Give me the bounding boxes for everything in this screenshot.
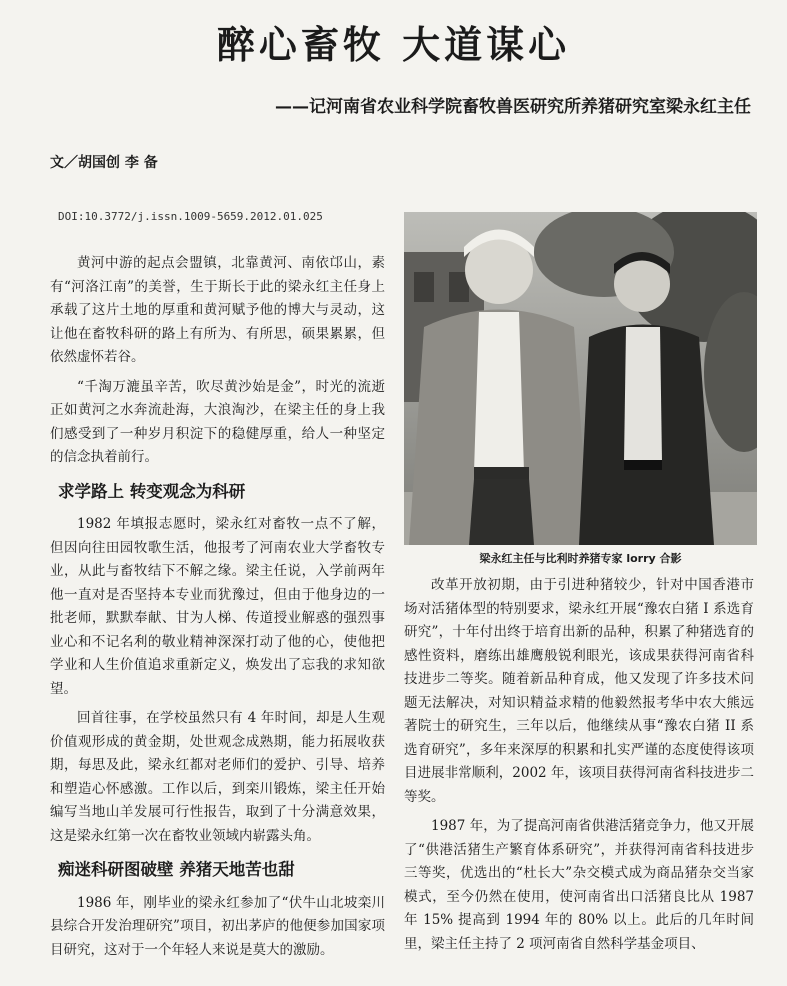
right-column	[404, 574, 754, 962]
paragraph: 改革开放初期，由于引进种猪较少，针对中国香港市场对活猪体型的特别要求，梁永红开展“豫农白猪 I 系选育研究”，十年付出终于培育出新的品种，积累了种猪选育的感性资料，磨练出雄鹰般锐利眼光，该成果获得河南省科技进步二等奖。随着新品种育成，他又发现了许多技术问题无法解决，对知识精益求精的他毅然报考华中农大熊远著院士的研究生，三年以后，他继续从事“豫农白猪 II 系选育研究”，多年来深厚的积累和扎实严谨的态度使得该项目进展非常顺利，2002 年，该项目获得河南省科技进步二等奖。	[404, 577, 754, 805]
photo-illustration	[404, 212, 757, 545]
section-heading: 求学路上 转变观念为科研	[58, 481, 246, 501]
article-title: 醉心畜牧 大道谋心	[216, 23, 571, 67]
doi-line: DOI:10.3772/j.issn.1009-5659.2012.01.025	[58, 210, 323, 223]
article-subtitle: ——记河南省农业科学院畜牧兽医研究所养猪研究室梁永红主任	[275, 97, 751, 117]
author-byline: 文／胡国创 李 备	[50, 155, 158, 171]
paragraph: “千淘万漉虽辛苦，吹尽黄沙始是金”，时光的流逝正如黄河之水奔流赴海，大浪淘沙，在梁主任的身上我们感受到了一种岁月积淀下的稳健厚重，给人一种坚定的信念执着前行。	[50, 378, 385, 465]
paragraph: 回首往事，在学校虽然只有 4 年时间，却是人生观价值观形成的黄金期，处世观念成熟期，能力拓展收获期，每思及此，梁永红都对老师们的爱护、引导、培养和塑造心怀感激。工作以后，到栾川锻炼，梁主任开始编写当地山羊发展可行性报告，取到了十分满意效果，这是梁永红第一次在畜牧业领域内崭露头角。	[50, 710, 385, 844]
paragraph: 1987 年，为了提高河南省供港活猪竞争力，他又开展了“供港活猪生产繁育体系研究”，并获得河南省科技进步三等奖，优选出的“杜长大”杂交模式成为商品猪杂交当家模式，至今仍然在使用，使河南省出口活猪良比从 1987 年 15% 提高到 1994 年的 80% 以上。此后的几年时间里，梁主任主持了 2 项河南省自然科学基金项目、	[404, 818, 754, 952]
portrait-photo	[404, 212, 757, 545]
photo-caption: 梁永红主任与比利时养猪专家 lorry 合影	[479, 552, 682, 565]
paragraph: 1986 年，刚毕业的梁永红参加了“伏牛山北坡栾川县综合开发治理研究”项目，初出茅庐的他便参加国家项目研究，这对于一个年轻人来说是莫大的激励。	[50, 894, 385, 958]
section-heading: 痴迷科研图破壁 养猪天地苦也甜	[58, 860, 295, 879]
paragraph: 1982 年填报志愿时，梁永红对畜牧一点不了解，但因向往田园牧歌生活，他报考了河南农业大学畜牧专业，从此与畜牧结下不解之缘。梁主任说，入学前两年他一直对是否坚持本专业而犹豫过，但由于他身边的一批老师，默默奉献、甘为人梯、传道授业解惑的强烈事业心和不记名利的敬业精神深深打动了他的心，使他把学业和人生价值追求重新定义，焕发出了忘我的求知欲望。	[50, 516, 385, 697]
left-column	[50, 252, 385, 968]
paragraph: 黄河中游的起点会盟镇，北靠黄河、南依邙山，素有“河洛江南”的美誉，生于斯长于此的梁永红主任身上承载了这片土地的厚重和黄河赋予他的博大与灵动，这让他在畜牧科研的路上有所为、有所思，硕果累累，但依然虚怀若谷。	[50, 255, 385, 365]
